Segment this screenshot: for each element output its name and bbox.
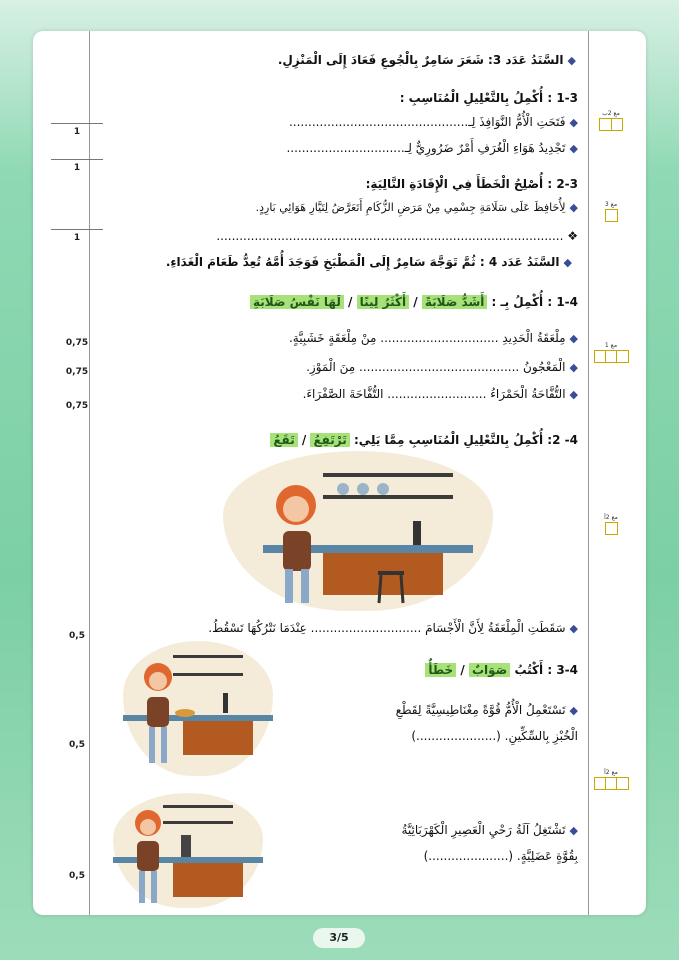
score-value: 1 xyxy=(73,127,81,137)
criterion-cells xyxy=(594,350,629,363)
doc4-q1-line2 xyxy=(306,360,578,374)
arrow-bullet-icon: ◆ xyxy=(569,332,578,345)
arrow-bullet-icon: ◆ xyxy=(569,622,578,635)
criterion-cells xyxy=(605,522,618,535)
arrow-bullet-icon: ◆ xyxy=(569,824,578,837)
doc4-q1-line3 xyxy=(303,387,578,401)
option-separator: / xyxy=(301,433,307,447)
criterion-label: مع 2أ xyxy=(604,769,618,776)
doc4-q2-line1-text: سَقَطَتِ الْمِلْعَقَةُ لِأَنَّ الْأَجْسَامَ ............................. عِنْدَمَا نَتْرُكُهَا تَسْقُطُ. xyxy=(208,621,566,635)
option-same-hardness: لَهَا نَفْسُ صَلَابَةِ xyxy=(250,295,344,309)
score-value: 0,75 xyxy=(65,367,89,377)
arrow-bullet-icon: ◆ xyxy=(569,361,578,374)
criterion-box xyxy=(593,201,629,222)
doc3-q2-line1-text: لِأُحَافِظَ عَلَى سَلَامَةِ جِسْمِي مِنْ مَرَضِ الزُّكَامِ أَتَعَرَّضُ لِتَيَّارِ هَوَائِي بَارِدٍ. xyxy=(255,201,566,214)
doc4-q2-line1 xyxy=(208,621,578,635)
option-separator: / xyxy=(348,295,353,309)
doc4-q1-line1-text: مِلْعَقَةُ الْحَدِيدِ ............................... مِنْ مِلْعَقَةٍ خَشَبِيَّةٍ. xyxy=(288,331,566,345)
score-line xyxy=(51,159,103,160)
bread-cutting-illustration xyxy=(123,641,273,776)
doc3-title-text: السَّنَدُ عَدَد 3: شَعَرَ سَامِرٌ بِالْجُوعِ فَعَادَ إِلَى الْمَنْزِلِ. xyxy=(277,53,564,67)
doc4-q2-heading xyxy=(270,433,578,447)
option-separator: / xyxy=(460,663,465,677)
page-number: 3/5 xyxy=(313,928,365,948)
criterion-cells xyxy=(594,777,629,790)
doc4-q3-item1-a xyxy=(396,703,578,717)
woman-using-blender-icon xyxy=(113,793,263,908)
arrow-bullet-icon: ◆ xyxy=(567,54,576,67)
criterion-label: مع 3 xyxy=(604,201,618,208)
doc4-q3-item2-a-text: تَشْتَغِلُ آلَةُ رَحْيِ الْعَصِيرِ الْكَهْرَبَائِيَّةُ xyxy=(401,823,566,837)
arrow-bullet-icon: ◆ xyxy=(569,201,578,214)
option-rises: تَرْتَفِعُ xyxy=(310,433,349,447)
score-value: 0,5 xyxy=(69,740,85,750)
doc3-q1-heading: 1-3 : أُكْمِلُ بِالتَّعْلِيلِ الْمُنَاسِبِ : xyxy=(399,91,578,105)
doc4-q1-heading xyxy=(250,295,578,309)
score-line xyxy=(51,229,103,230)
doc4-q3-item1-a-text: تَسْتَعْمِلُ الْأُمُّ قُوَّةً مِغْنَاطِيسِيَّةً لِقَطْعِ xyxy=(395,703,566,717)
doc4-title xyxy=(166,255,572,269)
criterion-cells xyxy=(599,118,623,131)
criterion-box xyxy=(593,514,629,535)
criterion-box xyxy=(593,342,629,363)
doc4-q1-heading-text: 1-4 : أُكْمِلُ بِـ : xyxy=(491,295,578,309)
criterion-label: مع 1 xyxy=(604,342,618,349)
option-softer: أَكْثَرُ لِينًا xyxy=(357,295,409,309)
worksheet-page xyxy=(33,31,646,915)
option-false: خَطَأٌ xyxy=(425,663,456,677)
criterion-label: مع 2أ xyxy=(604,514,618,521)
doc3-q1-line1 xyxy=(289,115,578,129)
score-value: 0,75 xyxy=(65,401,89,411)
criterion-box xyxy=(593,110,629,131)
doc4-q3-item1-b: الْخُبْزِ بِالسِّكِّينِ. (.....................) xyxy=(411,729,578,743)
woman-cutting-bread-icon xyxy=(123,641,273,776)
option-harder: أَشَدُّ صَلَابَةً xyxy=(422,295,488,309)
doc3-title xyxy=(278,53,576,67)
doc3-q2-line2: ❖ ........................................................................................... xyxy=(216,229,578,243)
score-line xyxy=(51,123,103,124)
criteria-column-divider xyxy=(588,31,589,915)
score-value: 1 xyxy=(73,233,81,243)
doc4-q3-item2-b: بِقُوَّةٍ عَضَلِيَّةٍ. (.....................) xyxy=(423,849,578,863)
doc4-q2-heading-text: 4- 2: أُكْمِلُ بِالتَّعْلِيلِ الْمُنَاسِبِ مِمَّا يَلِي: xyxy=(353,433,578,447)
woman-cooking-icon xyxy=(223,451,493,611)
criterion-label: مع 2ب xyxy=(602,110,620,117)
arrow-bullet-icon: ◆ xyxy=(563,256,572,269)
score-value: 0,75 xyxy=(65,338,89,348)
doc3-q1-line2 xyxy=(286,141,578,155)
blender-illustration xyxy=(113,793,263,908)
doc3-q2-heading: 2-3 : أُصْلِحُ الْخَطَأَ فِي الْإِفَادَةِ التَّالِيَةِ: xyxy=(365,177,578,191)
doc3-q2-line1 xyxy=(256,201,578,214)
option-separator: / xyxy=(413,295,418,309)
doc4-q3-item2-a xyxy=(402,823,579,837)
kitchen-illustration xyxy=(223,451,493,611)
doc3-q1-line2-text: تَجْدِيدُ هَوَاءِ الْغُرَفِ أَمْرٌ ضَرُورِيٌّ لِـ............................... xyxy=(286,141,566,155)
doc4-q1-line1 xyxy=(289,331,578,345)
score-value: 1 xyxy=(73,163,81,173)
option-true: صَوَابٌ xyxy=(469,663,510,677)
doc4-q3-heading xyxy=(425,663,578,677)
arrow-bullet-icon: ◆ xyxy=(569,388,578,401)
arrow-bullet-icon: ◆ xyxy=(569,116,578,129)
doc4-title-text: السَّنَدُ عَدَد 4 : ثُمَّ تَوَجَّهَ سَامِرٌ إِلَى الْمَطْبَخِ فَوَجَدَ أُمَّهُ تُعِدُّ طَعَامَ الْغَدَاءِ. xyxy=(165,255,560,269)
score-value: 0,5 xyxy=(69,871,85,881)
score-value: 0,5 xyxy=(69,631,85,641)
criterion-cells xyxy=(605,209,618,222)
doc4-q3-heading-text: 3-4 : أَكْتُبُ xyxy=(514,663,578,677)
criterion-box xyxy=(593,769,629,790)
doc4-q1-line2-text: الْمَعْجُونُ .......................................... مِنَ الْمَوْزِ. xyxy=(306,360,566,374)
doc3-q1-line1-text: فَتَحَتِ الْأُمُّ النَّوَافِذَ لِـ............................................... xyxy=(288,115,566,129)
arrow-bullet-icon: ◆ xyxy=(569,142,578,155)
doc4-q1-line3-text: التُّفَّاحَةُ الْحَمْرَاءُ .......................... التُّفَّاحَةَ الصَّفْرَاءَ. xyxy=(302,387,566,401)
option-falls: تَقَعُ xyxy=(270,433,297,447)
arrow-bullet-icon: ◆ xyxy=(569,704,578,717)
